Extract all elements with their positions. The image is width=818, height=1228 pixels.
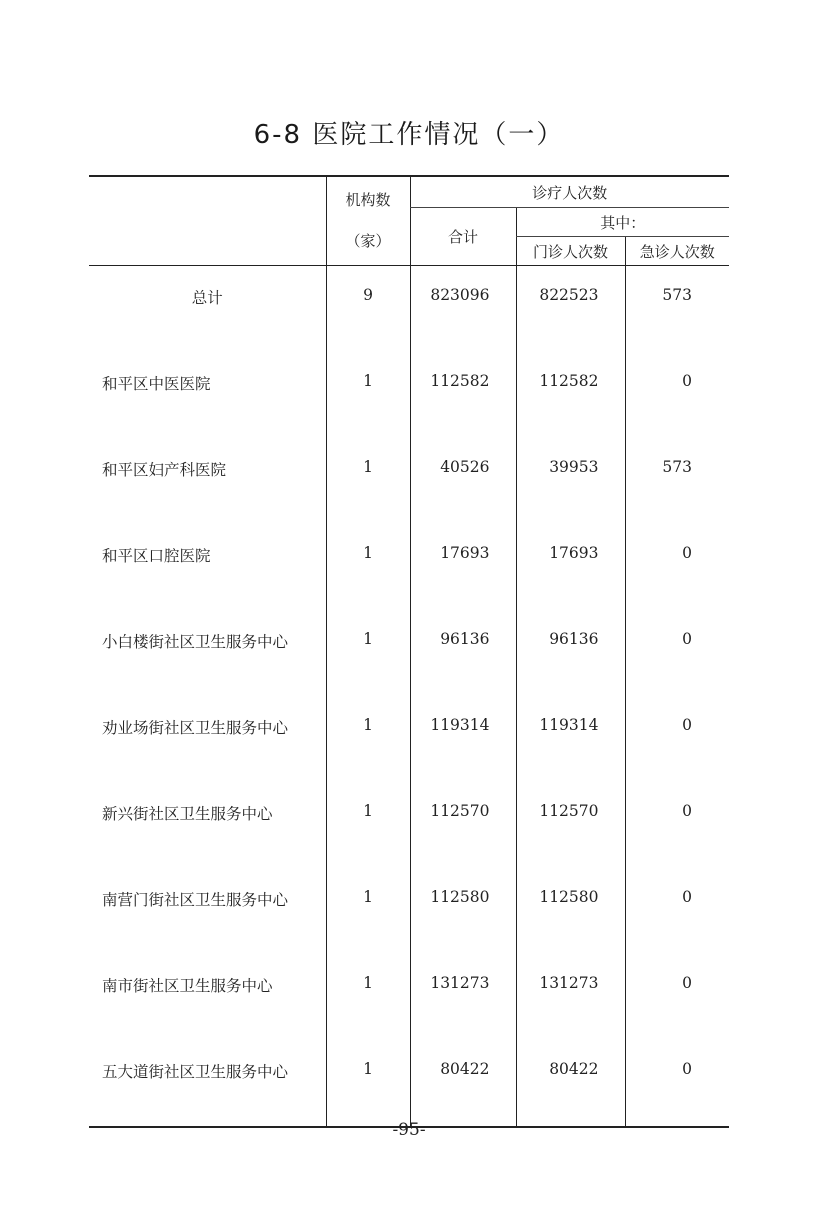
row-institutions: 1 bbox=[363, 888, 373, 906]
row-total: 80422 bbox=[440, 1060, 490, 1078]
header-name-column bbox=[89, 176, 326, 266]
row-total: 96136 bbox=[440, 630, 490, 648]
row-outpatient: 822523 bbox=[539, 286, 599, 304]
row-name: 劝业场街社区卫生服务中心 bbox=[102, 719, 289, 737]
row-name: 和平区口腔医院 bbox=[102, 547, 211, 565]
table-body bbox=[89, 266, 729, 1128]
row-name: 和平区妇产科医院 bbox=[102, 461, 227, 479]
row-institutions: 1 bbox=[363, 458, 373, 476]
row-outpatient: 80422 bbox=[549, 1060, 599, 1078]
header-visits-group: 诊疗人次数 bbox=[410, 176, 729, 208]
row-emergency: 0 bbox=[682, 372, 692, 390]
table-header bbox=[89, 176, 729, 266]
row-emergency: 573 bbox=[662, 286, 692, 304]
table-row bbox=[89, 352, 729, 438]
header-institutions-label: 机构数 bbox=[345, 191, 391, 209]
row-total: 17693 bbox=[440, 544, 490, 562]
row-emergency: 0 bbox=[682, 974, 692, 992]
row-emergency: 0 bbox=[682, 544, 692, 562]
header-of-which: 其中： bbox=[516, 208, 729, 237]
row-name: 小白楼街社区卫生服务中心 bbox=[102, 633, 289, 651]
header-outpatient: 门诊人次数 bbox=[516, 237, 625, 266]
page-title: 6-8 医院工作情况（一） bbox=[253, 120, 565, 150]
row-total: 119314 bbox=[430, 716, 490, 734]
row-outpatient: 39953 bbox=[549, 458, 599, 476]
header-total: 合计 bbox=[410, 208, 516, 266]
row-emergency: 0 bbox=[682, 888, 692, 906]
table-row bbox=[89, 782, 729, 868]
table-row bbox=[89, 524, 729, 610]
row-name: 新兴街社区卫生服务中心 bbox=[102, 805, 273, 823]
table-row bbox=[89, 954, 729, 1040]
header-institutions-unit: （家） bbox=[345, 232, 391, 250]
row-emergency: 0 bbox=[682, 630, 692, 648]
row-name: 南市街社区卫生服务中心 bbox=[102, 977, 273, 995]
header-emergency: 急诊人次数 bbox=[625, 237, 729, 266]
row-outpatient: 112582 bbox=[539, 372, 599, 390]
row-institutions: 1 bbox=[363, 716, 373, 734]
row-institutions: 9 bbox=[363, 286, 373, 304]
row-institutions: 1 bbox=[363, 630, 373, 648]
row-total: 823096 bbox=[430, 286, 490, 304]
row-institutions: 1 bbox=[363, 1060, 373, 1078]
row-institutions: 1 bbox=[363, 974, 373, 992]
table-row-total bbox=[89, 266, 729, 353]
row-institutions: 1 bbox=[363, 544, 373, 562]
row-name: 南营门街社区卫生服务中心 bbox=[102, 891, 289, 909]
row-emergency: 573 bbox=[662, 458, 692, 476]
row-institutions: 1 bbox=[363, 372, 373, 390]
row-outpatient: 96136 bbox=[549, 630, 599, 648]
row-emergency: 0 bbox=[682, 716, 692, 734]
row-outpatient: 112580 bbox=[539, 888, 599, 906]
row-outpatient: 119314 bbox=[539, 716, 599, 734]
row-name: 和平区中医医院 bbox=[102, 375, 211, 393]
table-row bbox=[89, 610, 729, 696]
table-row bbox=[89, 438, 729, 524]
table-row bbox=[89, 1040, 729, 1127]
row-emergency: 0 bbox=[682, 1060, 692, 1078]
row-total: 40526 bbox=[440, 458, 490, 476]
row-total: 112580 bbox=[430, 888, 490, 906]
row-name: 总计 bbox=[191, 289, 223, 307]
row-total: 131273 bbox=[430, 974, 490, 992]
page-number: -95- bbox=[392, 1120, 426, 1140]
hospital-work-table bbox=[89, 175, 729, 1128]
row-outpatient: 17693 bbox=[549, 544, 599, 562]
header-institutions bbox=[326, 176, 410, 266]
table-row bbox=[89, 696, 729, 782]
row-total: 112582 bbox=[430, 372, 490, 390]
row-outpatient: 131273 bbox=[539, 974, 599, 992]
row-total: 112570 bbox=[430, 802, 490, 820]
row-outpatient: 112570 bbox=[539, 802, 599, 820]
table-row bbox=[89, 868, 729, 954]
row-name: 五大道街社区卫生服务中心 bbox=[102, 1063, 289, 1081]
row-emergency: 0 bbox=[682, 802, 692, 820]
row-institutions: 1 bbox=[363, 802, 373, 820]
